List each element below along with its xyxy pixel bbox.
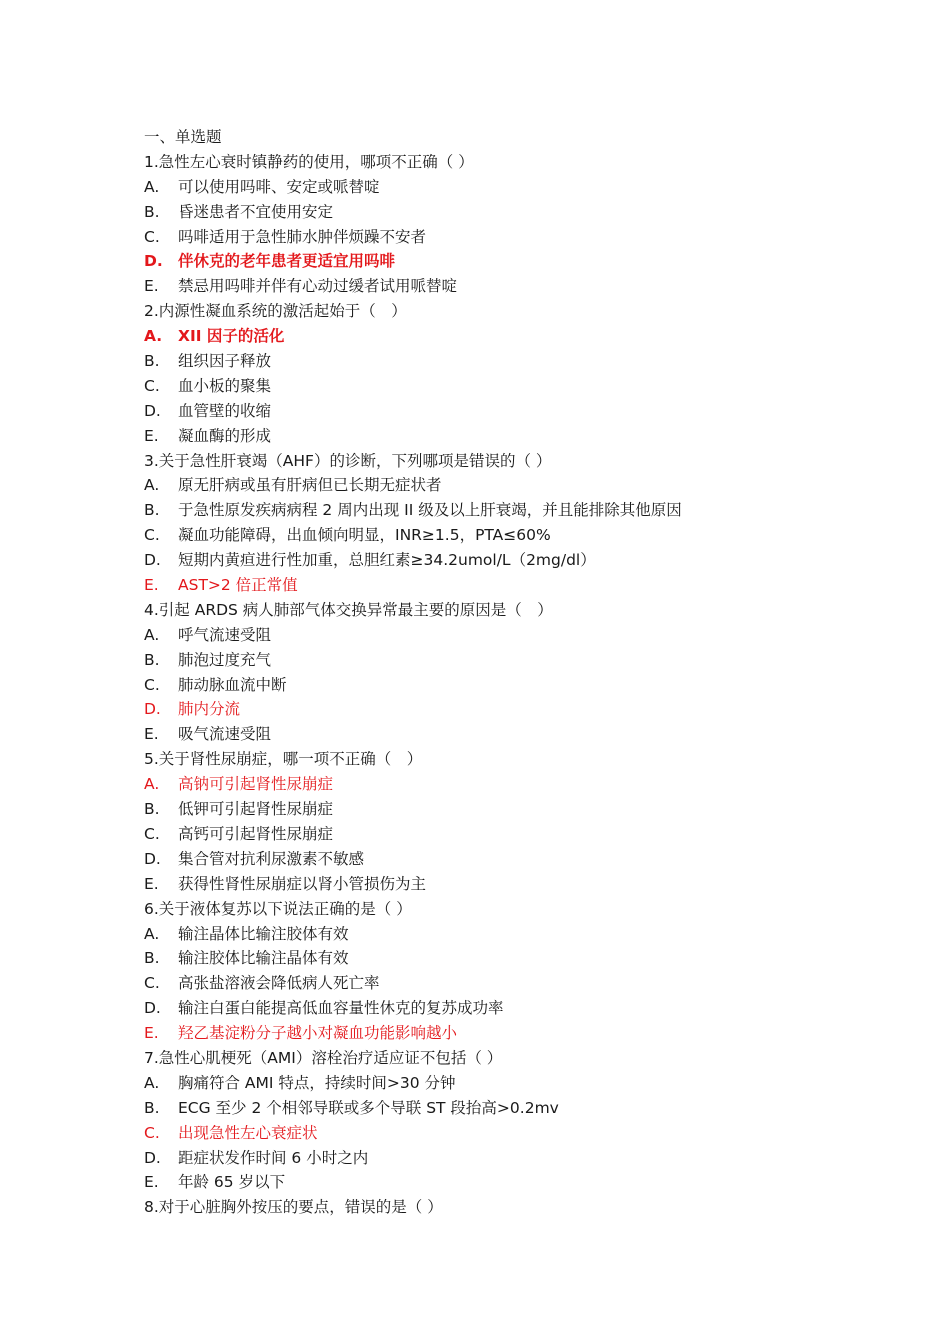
option-letter: E. xyxy=(144,874,159,893)
option-letter: A. xyxy=(144,476,160,495)
section-title: 一、单选题 xyxy=(144,128,222,146)
option-letter: B. xyxy=(144,1098,160,1117)
answer-option xyxy=(144,971,864,996)
answer-option xyxy=(144,922,864,947)
option-text: 禁忌用吗啡并伴有心动过缓者试用哌替啶 xyxy=(178,277,458,296)
option-letter: D. xyxy=(144,849,161,868)
answer-option xyxy=(144,797,864,822)
answer-option xyxy=(144,175,864,200)
option-text: 肺内分流 xyxy=(178,700,241,719)
question-block xyxy=(144,299,864,448)
answer-option xyxy=(144,399,864,424)
option-text: 血管壁的收缩 xyxy=(178,401,272,420)
option-letter: C. xyxy=(144,1123,160,1142)
question-block xyxy=(144,1046,864,1195)
answer-option xyxy=(144,1121,864,1146)
option-text: 吸气流速受阻 xyxy=(178,725,272,744)
answer-option xyxy=(144,996,864,1021)
question-block xyxy=(144,747,864,896)
option-letter: E. xyxy=(144,426,159,445)
option-text: 呼气流速受阻 xyxy=(178,625,272,644)
option-text: 胸痛符合 AMI 特点，持续时间>30 分钟 xyxy=(178,1073,456,1092)
question-block xyxy=(144,598,864,747)
option-text: 于急性原发疾病病程 2 周内出现 II 级及以上肝衰竭，并且能排除其他原因 xyxy=(178,501,682,520)
option-letter: D. xyxy=(144,1148,161,1167)
option-text: 可以使用吗啡、安定或哌替啶 xyxy=(178,177,380,196)
question-stem: 4.引起 ARDS 病人肺部气体交换异常最主要的原因是（ ） xyxy=(144,600,553,619)
answer-option xyxy=(144,673,864,698)
question-block xyxy=(144,449,864,598)
answer-option xyxy=(144,200,864,225)
option-letter: B. xyxy=(144,352,160,371)
option-letter: D. xyxy=(144,401,161,420)
option-text: 短期内黄疸进行性加重，总胆红素≥34.2umol/L（2mg/dl） xyxy=(178,551,596,570)
answer-option xyxy=(144,946,864,971)
option-text: ECG 至少 2 个相邻导联或多个导联 ST 段抬高>0.2mv xyxy=(178,1098,559,1117)
answer-option xyxy=(144,573,864,598)
answer-option xyxy=(144,1170,864,1195)
answer-option xyxy=(144,697,864,722)
option-text: 输注白蛋白能提高低血容量性休克的复苏成功率 xyxy=(178,999,504,1018)
answer-option xyxy=(144,374,864,399)
option-text: 集合管对抗利尿激素不敏感 xyxy=(178,849,365,868)
document-body xyxy=(144,125,864,1220)
option-letter: C. xyxy=(144,526,160,545)
answer-option xyxy=(144,1071,864,1096)
answer-option xyxy=(144,1021,864,1046)
option-text: 距症状发作时间 6 小时之内 xyxy=(178,1148,369,1167)
question-stem: 7.急性心肌梗死（AMI）溶栓治疗适应证不包括（ ） xyxy=(144,1048,503,1067)
option-text: 原无肝病或虽有肝病但已长期无症状者 xyxy=(178,476,442,495)
option-letter: B. xyxy=(144,202,160,221)
option-letter: D. xyxy=(144,252,163,271)
option-text: 伴休克的老年患者更适宜用吗啡 xyxy=(178,252,396,271)
option-letter: C. xyxy=(144,376,160,395)
question-block xyxy=(144,897,864,1046)
answer-option xyxy=(144,523,864,548)
option-text: 出现急性左心衰症状 xyxy=(178,1123,318,1142)
option-text: 高钠可引起肾性尿崩症 xyxy=(178,775,334,794)
option-text: AST>2 倍正常值 xyxy=(178,576,298,595)
option-text: XII 因子的活化 xyxy=(178,327,285,346)
option-letter: E. xyxy=(144,277,159,296)
answer-option xyxy=(144,249,864,274)
option-text: 高钙可引起肾性尿崩症 xyxy=(178,824,334,843)
answer-option xyxy=(144,424,864,449)
option-letter: D. xyxy=(144,999,161,1018)
option-letter: C. xyxy=(144,824,160,843)
option-letter: E. xyxy=(144,725,159,744)
option-letter: C. xyxy=(144,675,160,694)
answer-option xyxy=(144,473,864,498)
option-text: 肺泡过度充气 xyxy=(178,650,272,669)
option-letter: A. xyxy=(144,924,160,943)
option-letter: B. xyxy=(144,650,160,669)
option-letter: A. xyxy=(144,177,160,196)
answer-option xyxy=(144,1096,864,1121)
question-stem: 3.关于急性肝衰竭（AHF）的诊断，下列哪项是错误的（ ） xyxy=(144,451,552,470)
answer-option xyxy=(144,324,864,349)
answer-option xyxy=(144,225,864,250)
option-text: 高张盐溶液会降低病人死亡率 xyxy=(178,974,380,993)
option-text: 肺动脉血流中断 xyxy=(178,675,287,694)
answer-option xyxy=(144,548,864,573)
option-text: 年龄 65 岁以下 xyxy=(178,1173,286,1192)
option-letter: E. xyxy=(144,576,159,595)
option-letter: B. xyxy=(144,800,160,819)
option-letter: C. xyxy=(144,974,160,993)
option-text: 血小板的聚集 xyxy=(178,376,272,395)
answer-option xyxy=(144,623,864,648)
option-text: 组织因子释放 xyxy=(178,352,272,371)
question-stem: 5.关于肾性尿崩症，哪一项不正确（ ） xyxy=(144,750,423,769)
option-text: 羟乙基淀粉分子越小对凝血功能影响越小 xyxy=(178,1024,458,1043)
answer-option xyxy=(144,648,864,673)
option-text: 吗啡适用于急性肺水肿伴烦躁不安者 xyxy=(178,227,427,246)
answer-option xyxy=(144,822,864,847)
answer-option xyxy=(144,872,864,897)
option-text: 低钾可引起肾性尿崩症 xyxy=(178,800,334,819)
option-letter: D. xyxy=(144,700,161,719)
option-letter: A. xyxy=(144,625,160,644)
answer-option xyxy=(144,498,864,523)
question-stem: 8.对于心脏胸外按压的要点，错误的是（ ） xyxy=(144,1198,443,1217)
option-letter: D. xyxy=(144,551,161,570)
option-text: 输注胶体比输注晶体有效 xyxy=(178,949,349,968)
question-block xyxy=(144,150,864,299)
option-text: 获得性肾性尿崩症以肾小管损伤为主 xyxy=(178,874,427,893)
answer-option xyxy=(144,772,864,797)
option-letter: A. xyxy=(144,775,160,794)
answer-option xyxy=(144,847,864,872)
question-list xyxy=(144,150,864,1220)
option-text: 凝血功能障碍，出血倾向明显，INR≥1.5，PTA≤60% xyxy=(178,526,551,545)
question-block xyxy=(144,1195,864,1220)
question-stem: 1.急性左心衰时镇静药的使用，哪项不正确（ ） xyxy=(144,152,474,171)
option-letter: B. xyxy=(144,949,160,968)
option-letter: E. xyxy=(144,1173,159,1192)
option-text: 凝血酶的形成 xyxy=(178,426,272,445)
option-letter: E. xyxy=(144,1024,159,1043)
answer-option xyxy=(144,1146,864,1171)
option-letter: C. xyxy=(144,227,160,246)
option-letter: A. xyxy=(144,327,163,346)
option-text: 输注晶体比输注胶体有效 xyxy=(178,924,349,943)
question-stem: 6.关于液体复苏以下说法正确的是（ ） xyxy=(144,899,412,918)
option-text: 昏迷患者不宜使用安定 xyxy=(178,202,334,221)
answer-option xyxy=(144,722,864,747)
option-letter: B. xyxy=(144,501,160,520)
option-letter: A. xyxy=(144,1073,160,1092)
answer-option xyxy=(144,349,864,374)
answer-option xyxy=(144,274,864,299)
question-stem: 2.内源性凝血系统的激活起始于（ ） xyxy=(144,302,407,321)
